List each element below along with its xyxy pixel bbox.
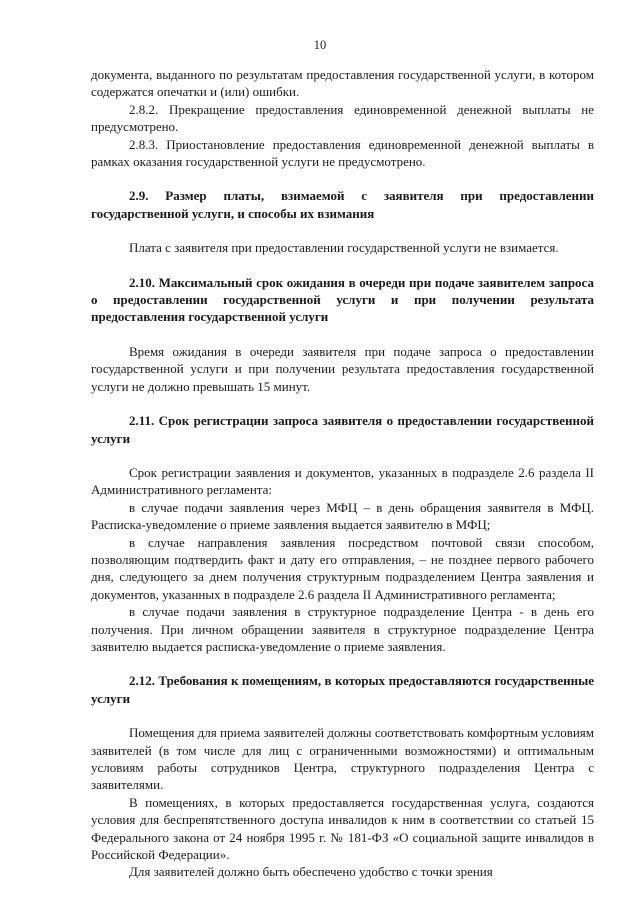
- section-heading-2-10: 2.10. Максимальный срок ожидания в очереди при подаче заявителем запроса о предоставлении государственной услуги и при получении результата предоставления государственной услуги: [91, 274, 594, 325]
- section-heading-2-9: 2.9. Размер платы, взимаемой с заявителя при предоставлении государственной услуги, и способы их взимания: [91, 188, 594, 221]
- paragraph-fee: Плата с заявителя при предоставлении государственной услуги не взимается.: [129, 240, 559, 256]
- paragraph-waiting-time: Время ожидания в очереди заявителя при подаче запроса о предоставлении государственной услуги и при получении результата предоставления государственной услуги не должно превышать 15 минут.: [91, 343, 594, 394]
- page-number: 10: [313, 38, 327, 52]
- paragraph-registration-term: Срок регистрации заявления и документов, указанных в подразделе 2.6 раздела II Административного регламента:: [91, 464, 594, 498]
- section-heading-2-12: 2.12. Требования к помещениям, в которых предоставляются государственные услуги: [91, 673, 594, 706]
- paragraph-accessibility: В помещениях, в которых предоставляется государственная услуга, создаются условия для беспрепятственного доступа инвалидов к ним в соответствии со статьей 15 Федерального закона от 24 ноября 1995 г. № 181-ФЗ «О социальной защите инвалидов в Российской Федерации».: [91, 794, 594, 863]
- paragraph-convenience: Для заявителей должно быть обеспечено удобство с точки зрения: [129, 864, 493, 880]
- paragraph-2-8-2: 2.8.2. Прекращение предоставления единовременной денежной выплаты не предусмотрено.: [91, 101, 594, 135]
- paragraph-postal-submission: в случае направления заявления посредством почтовой связи способом, позволяющим подтвердить факт и дату его отправления, – не позднее первого рабочего дня, следующего за днем получения структурным подразделением Центра заявления и документов, указанных в подразделе 2.6 раздела II Административного регламента;: [91, 534, 594, 602]
- paragraph-mfc-submission: в случае подачи заявления через МФЦ – в день обращения заявителя в МФЦ. Расписка-уведомление о приеме заявления выдается заявителю в МФЦ;: [91, 499, 594, 533]
- section-heading-2-11: 2.11. Срок регистрации запроса заявителя о предоставлении государственной услуги: [91, 413, 594, 446]
- paragraph-premises: Помещения для приема заявителей должны соответствовать комфортным условиям заявителей (в том числе для лиц с ограниченными возможностями) и оптимальным условиям работы сотрудников Центра, структурного подразделения Центра с заявителями.: [91, 725, 594, 793]
- paragraph-center-submission: в случае подачи заявления в структурное подразделение Центра - в день его получения. При личном обращении заявителя в структурное подразделение Центра заявителю выдается расписка-уведомление о приеме заявления.: [91, 604, 594, 654]
- document-body: [91, 66, 594, 881]
- paragraph-2-8-3: 2.8.3. Приостановление предоставления единовременной денежной выплаты в рамках оказания государственной услуги не предусмотрено.: [91, 136, 594, 170]
- paragraph-continuation: документа, выданного по результатам предоставления государственной услуги, в котором содержатся опечатки и (или) ошибки.: [91, 67, 594, 100]
